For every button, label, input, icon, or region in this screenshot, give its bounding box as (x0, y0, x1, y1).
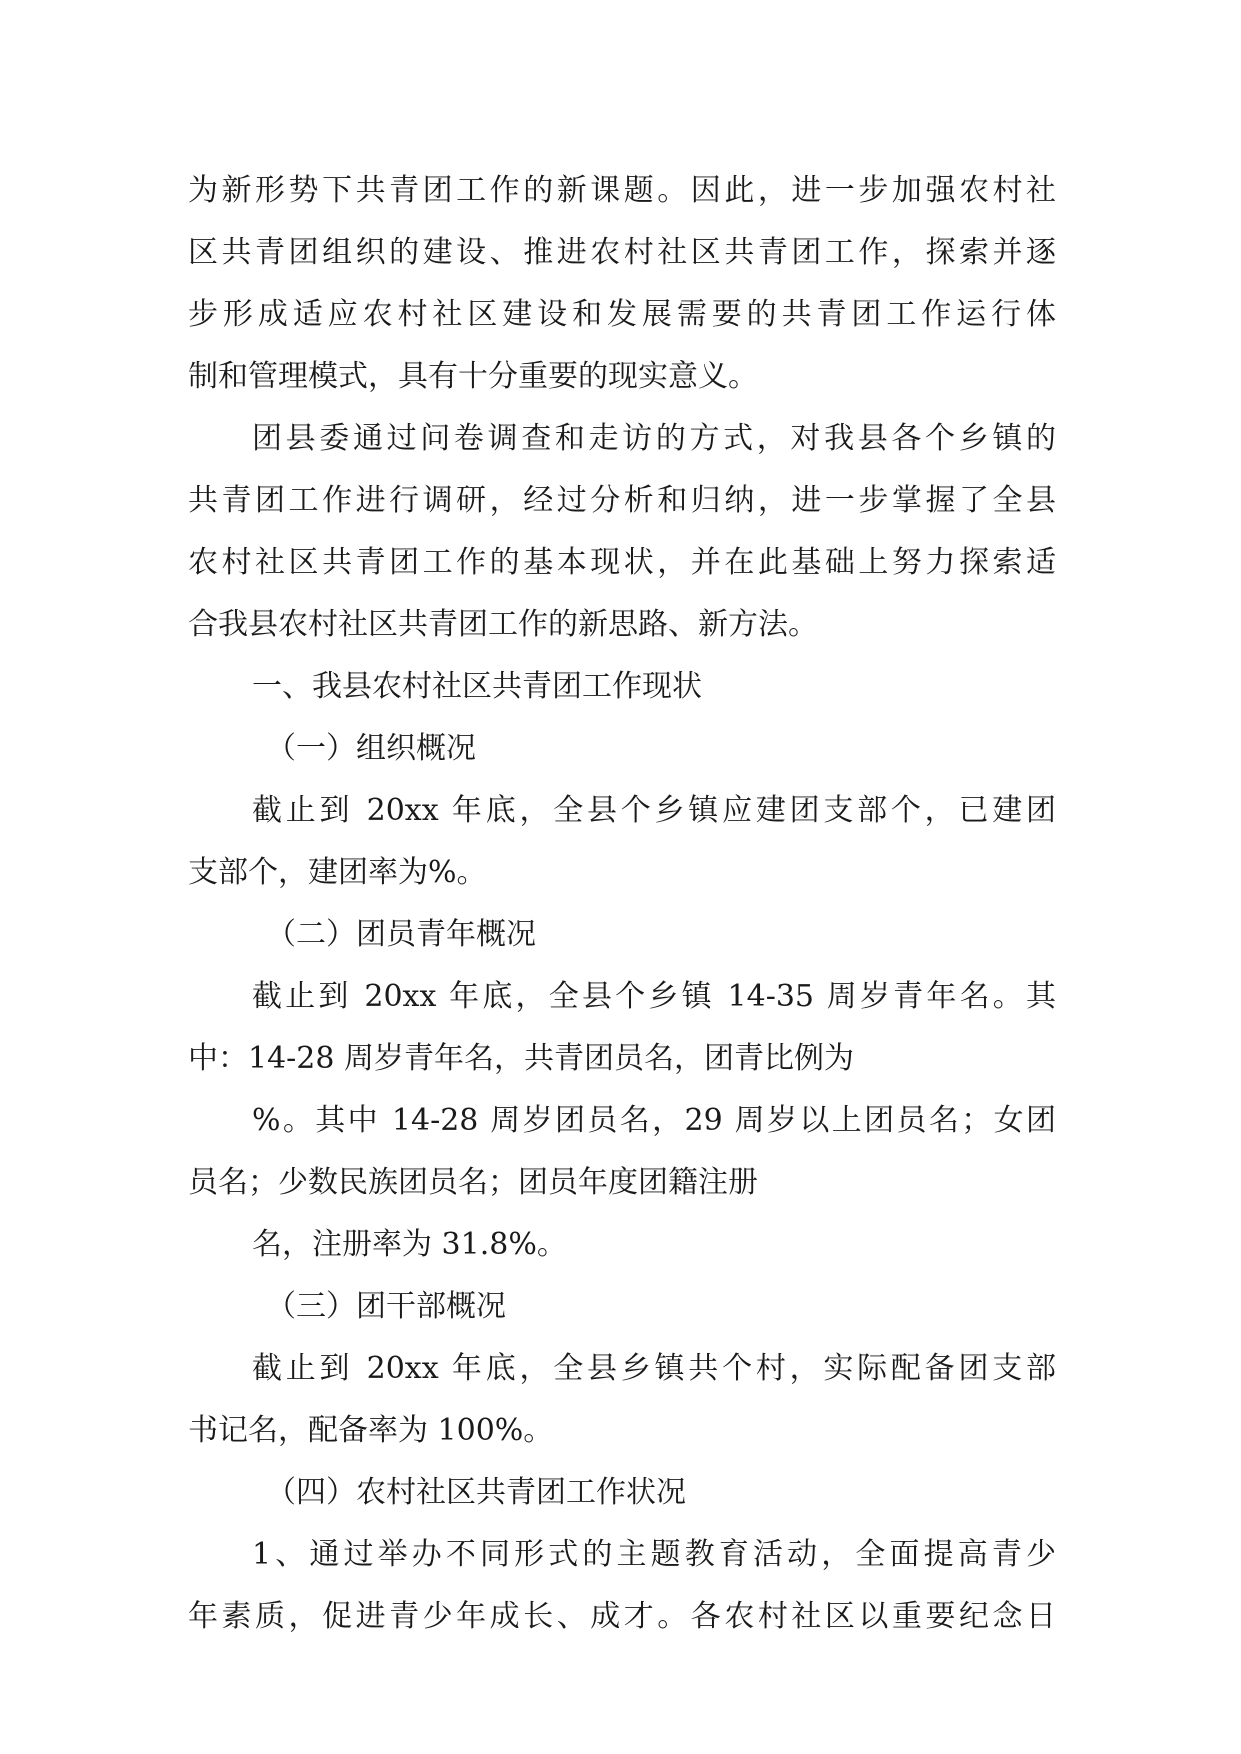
subsection-heading: （二）团员青年概况 (266, 917, 536, 952)
body-text-line: 步形成适应农村社区建设和发展需要的共青团工作运行体 (188, 297, 1056, 332)
paragraph-first-line: 截止到 20xx 年底，全县乡镇共个村，实际配备团支部 (252, 1351, 1056, 1386)
body-text-line: 中：14-28 周岁青年名，共青团员名，团青比例为 (188, 1041, 855, 1076)
body-text-line: 为新形势下共青团工作的新课题。因此，进一步加强农村社 (188, 173, 1056, 208)
subsection-heading: （三）团干部概况 (266, 1289, 506, 1324)
document-page (188, 160, 1056, 1648)
body-text-line: 员名；少数民族团员名；团员年度团籍注册 (188, 1165, 758, 1200)
paragraph-first-line: 名，注册率为 31.8%。 (252, 1227, 567, 1262)
body-text-line: 支部个，建团率为%。 (188, 855, 487, 890)
paragraph-first-line: 1、通过举办不同形式的主题教育活动，全面提高青少 (252, 1537, 1056, 1572)
subsection-heading: （四）农村社区共青团工作状况 (266, 1475, 686, 1510)
paragraph-first-line: %。其中 14-28 周岁团员名，29 周岁以上团员名；女团 (252, 1103, 1056, 1138)
body-text-line: 共青团工作进行调研，经过分析和归纳，进一步掌握了全县 (188, 483, 1056, 518)
body-text-line: 制和管理模式，具有十分重要的现实意义。 (188, 359, 758, 394)
body-text-line: 年素质，促进青少年成长、成才。各农村社区以重要纪念日 (188, 1599, 1056, 1634)
subsection-heading: （一）组织概况 (266, 731, 476, 766)
paragraph-first-line: 截止到 20xx 年底，全县个乡镇 14-35 周岁青年名。其 (252, 979, 1056, 1014)
body-text-line: 农村社区共青团工作的基本现状，并在此基础上努力探索适 (188, 545, 1056, 580)
paragraph-first-line: 截止到 20xx 年底，全县个乡镇应建团支部个，已建团 (252, 793, 1056, 828)
paragraph-first-line: 团县委通过问卷调查和走访的方式，对我县各个乡镇的 (252, 421, 1056, 456)
section-heading: 一、我县农村社区共青团工作现状 (252, 669, 702, 704)
body-text-line: 区共青团组织的建设、推进农村社区共青团工作，探索并逐 (188, 235, 1056, 270)
body-text-line: 合我县农村社区共青团工作的新思路、新方法。 (188, 607, 818, 642)
body-text-line: 书记名，配备率为 100%。 (188, 1413, 554, 1448)
